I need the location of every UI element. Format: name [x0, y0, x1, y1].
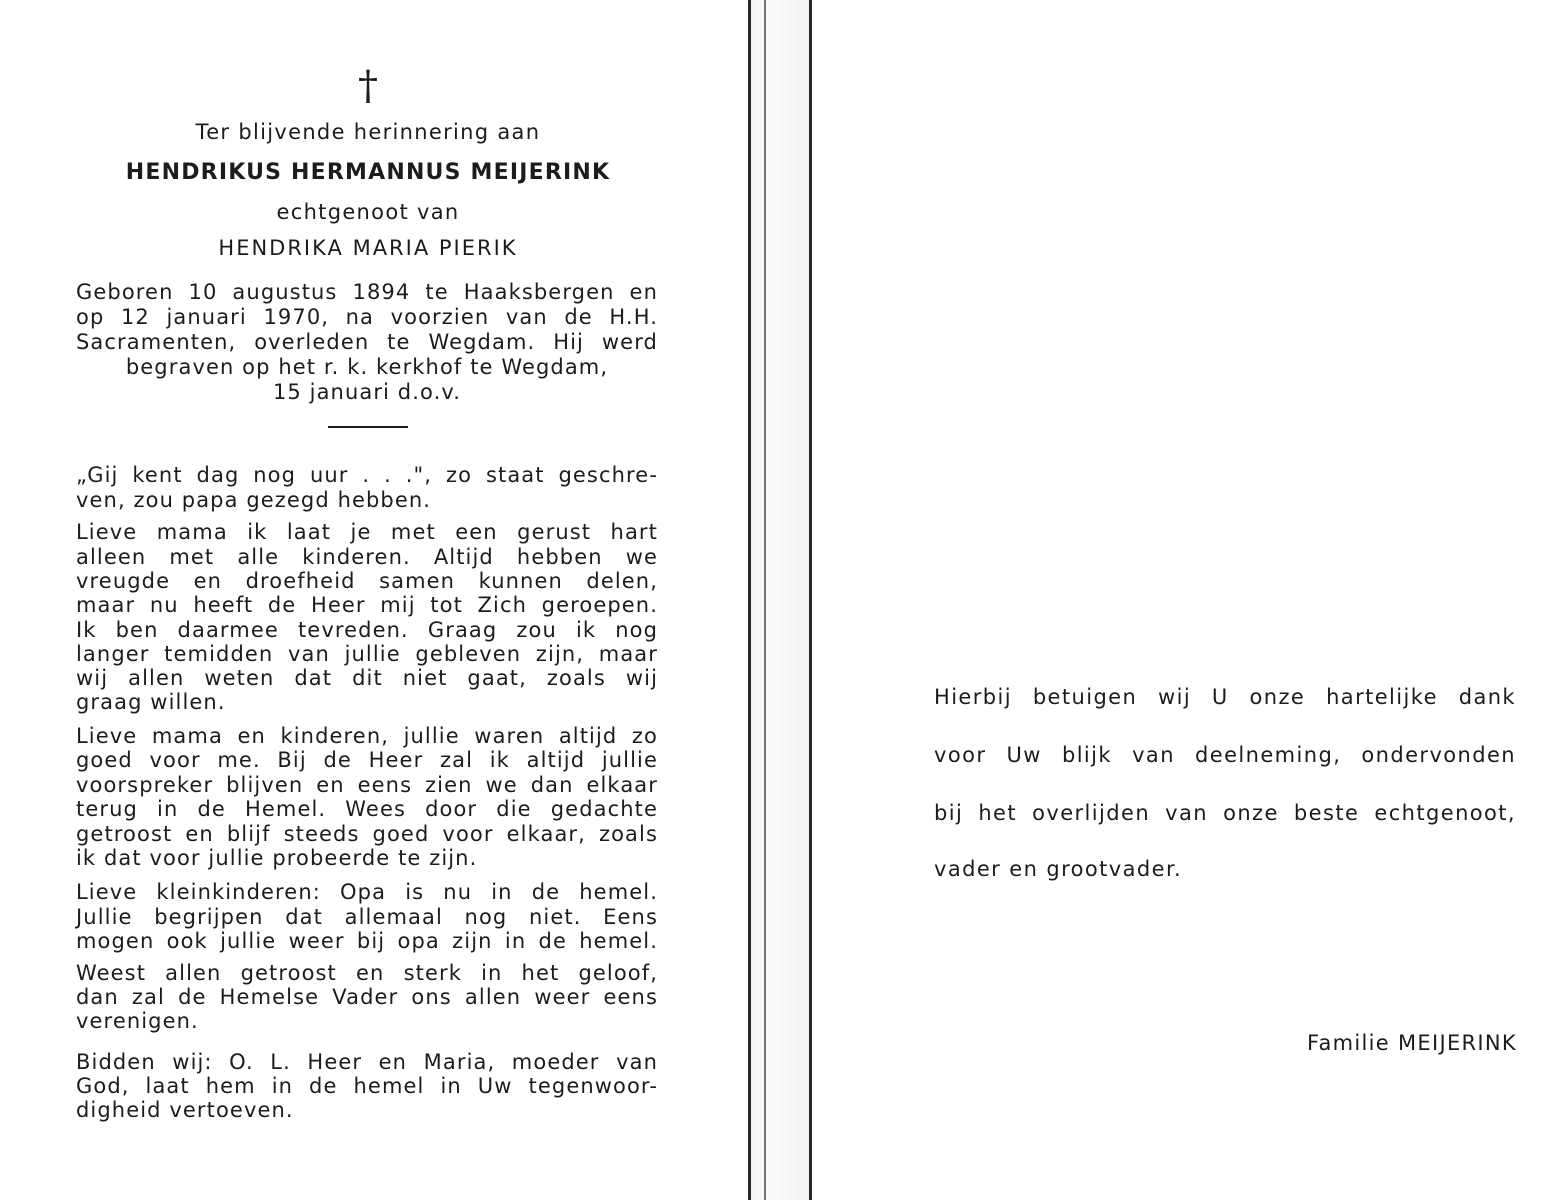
deceased-name: HENDRIKUS HERMANNUS MEIJERINK — [125, 160, 611, 185]
divider — [328, 426, 408, 428]
thanks-line: bij het overlijden van onze beste echtgenoot, — [934, 801, 1516, 825]
text-line: Bidden wij: O. L. Heer en Maria, moeder van — [76, 1050, 658, 1074]
text-line: „Gij kent dag nog uur . . .", zo staat geschre- — [76, 463, 658, 487]
bio-line: begraven op het r. k. kerkhof te Wegdam, — [125, 355, 609, 379]
right-page — [812, 0, 1555, 1200]
bio-line: Sacramenten, overleden te Wegdam. Hij werd — [76, 330, 658, 354]
text-line: langer temidden van jullie gebleven zijn, maar — [76, 642, 658, 666]
text-line: wij allen weten dat dit niet gaat, zoals wij — [76, 666, 658, 690]
bio-line: Geboren 10 augustus 1894 te Haaksbergen en — [76, 280, 658, 304]
left-page — [0, 0, 748, 1200]
bio-line: 15 januari d.o.v. — [272, 380, 462, 404]
text-line: Lieve mama en kinderen, jullie waren altijd zo — [76, 724, 658, 748]
text-line: graag willen. — [76, 690, 226, 714]
text-line: voorspreker blijven en eens zien we dan elkaar — [76, 773, 658, 797]
fold-edge — [764, 0, 766, 1200]
text-line: terug in de Hemel. Wees door die gedachte — [76, 797, 658, 821]
text-line: ik dat voor jullie probeerde te zijn. — [76, 846, 478, 870]
text-line: Lieve mama ik laat je met een gerust hart — [76, 520, 658, 544]
text-line: maar nu heeft de Heer mij tot Zich geroepen. — [76, 593, 658, 617]
thanks-line: Hierbij betuigen wij U onze hartelijke dank — [934, 685, 1516, 709]
spouse-label: echtgenoot van — [276, 200, 460, 224]
family-signature: Familie MEIJERINK — [1307, 1031, 1517, 1055]
bio-line: op 12 januari 1970, na voorzien van de H.H. — [76, 305, 658, 329]
text-line: goed voor me. Bij de Heer zal ik altijd jullie — [76, 748, 658, 772]
text-line: dan zal de Hemelse Vader ons allen weer eens — [76, 985, 658, 1009]
text-line: Lieve kleinkinderen: Opa is nu in de hemel. — [76, 880, 658, 904]
spouse-name: HENDRIKA MARIA PIERIK — [218, 236, 518, 260]
text-line: Jullie begrijpen dat allemaal nog niet. Eens — [76, 905, 658, 929]
thanks-line: voor Uw blijk van deelneming, ondervonden — [934, 743, 1516, 767]
card-fold — [751, 0, 809, 1200]
text-line: vreugde en droefheid samen kunnen delen, — [76, 569, 658, 593]
text-line: getroost en blijf steeds goed voor elkaar, zoals — [76, 822, 658, 846]
text-line: alleen met alle kinderen. Altijd hebben we — [76, 545, 658, 569]
text-line: verenigen. — [76, 1009, 199, 1033]
thanks-line: vader en grootvader. — [934, 857, 1183, 881]
text-line: God, laat hem in de hemel in Uw tegenwoor- — [76, 1074, 658, 1098]
fold-edge — [748, 0, 751, 1200]
text-line: ven, zou papa gezegd hebben. — [76, 488, 432, 512]
cross-icon: † — [358, 63, 378, 109]
text-line: Ik ben daarmee tevreden. Graag zou ik nog — [76, 618, 658, 642]
text-line: Weest allen getroost en sterk in het geloof, — [76, 961, 658, 985]
text-line: digheid vertoeven. — [76, 1098, 294, 1122]
text-line: mogen ook jullie weer bij opa zijn in de hemel. — [76, 929, 658, 953]
intro-text: Ter blijvende herinnering aan — [195, 120, 541, 144]
